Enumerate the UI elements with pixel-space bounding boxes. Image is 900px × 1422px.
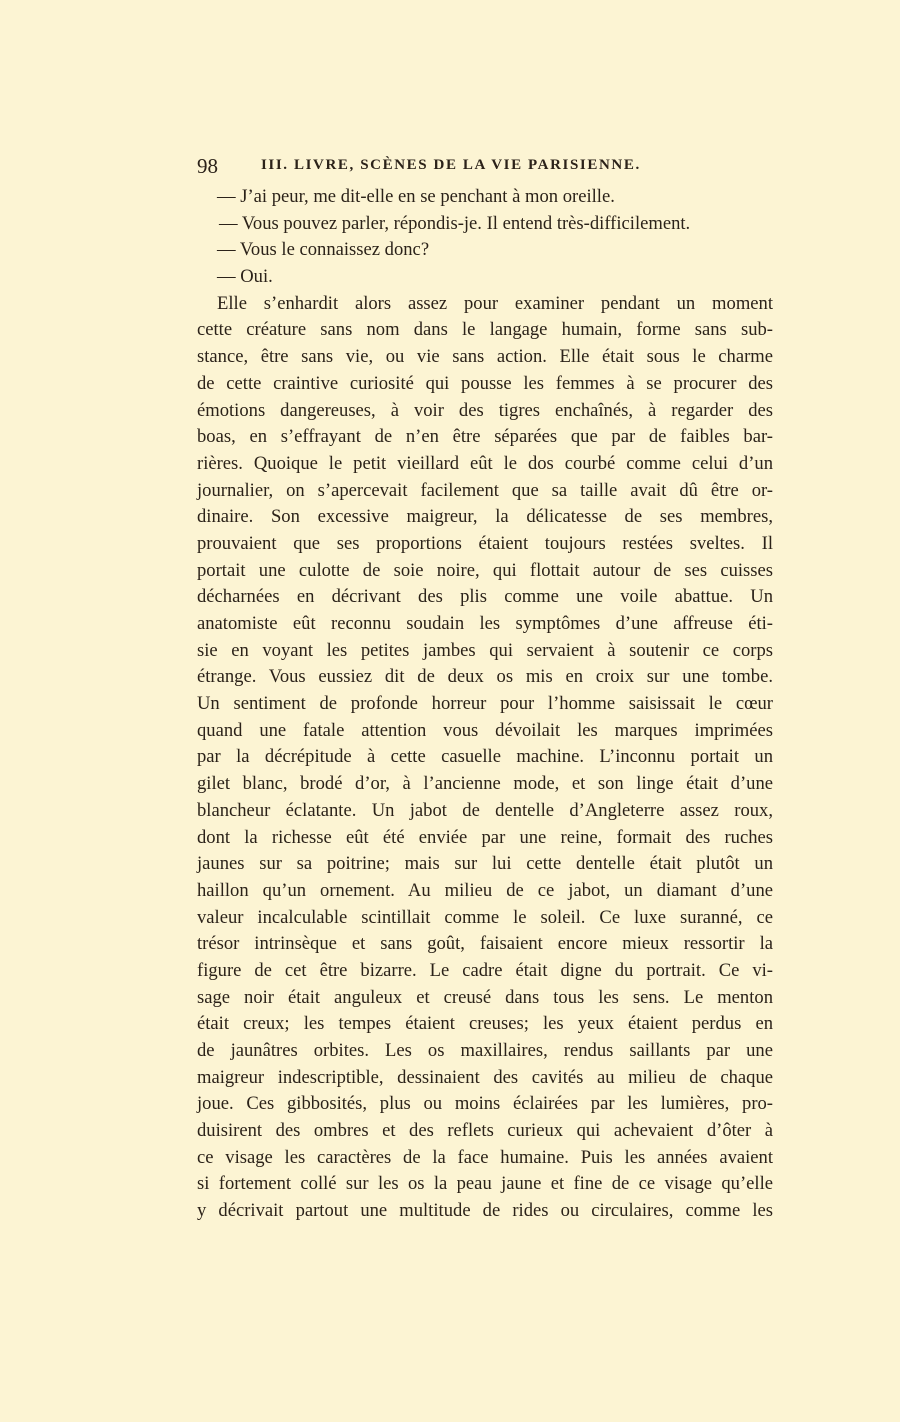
text-line: rières. Quoique le petit vieillard eût le dos courbé comme celui d’un: [197, 452, 773, 474]
text-line: joue. Ces gibbosités, plus ou moins éclairées par les lumières, pro-: [197, 1093, 773, 1115]
page-number: 98: [197, 154, 218, 178]
text-line: journalier, on s’apercevait facilement que sa taille avait dû être or-: [197, 479, 773, 501]
text-line: de jaunâtres orbites. Les os maxillaires, rendus saillants par une: [197, 1040, 773, 1061]
text-line: émotions dangereuses, à voir des tigres enchaînés, à regarder des: [197, 399, 773, 421]
text-line: quand une fatale attention vous dévoilait les marques imprimées: [197, 719, 773, 741]
text-line: Un sentiment de profonde horreur pour l’homme saisissait le cœur: [197, 693, 773, 715]
text-line: anatomiste eût reconnu soudain les symptômes d’une affreuse éti-: [197, 613, 773, 634]
text-line: jaunes sur sa poitrine; mais sur lui cette dentelle était plutôt un: [197, 853, 773, 875]
text-line: Elle s’enhardit alors assez pour examiner pendant un moment: [217, 292, 773, 314]
text-line: trésor intrinsèque et sans goût, faisaient encore mieux ressortir la: [197, 933, 773, 955]
text-line: si fortement collé sur les os la peau jaune et fine de ce visage qu’elle: [197, 1173, 773, 1195]
text-line: figure de cet être bizarre. Le cadre était digne du portrait. Ce vi-: [197, 959, 773, 981]
text-line: par la décrépitude à cette casuelle machine. L’inconnu portait un: [197, 746, 773, 768]
text-line: boas, en s’effrayant de n’en être séparées que par de faibles bar-: [197, 426, 773, 448]
text-line: maigreur indescriptible, dessinaient des cavités au milieu de chaque: [197, 1066, 773, 1088]
text-line: blancheur éclatante. Un jabot de dentelle d’Angleterre assez roux,: [197, 799, 773, 821]
text-line: y décrivait partout une multitude de rides ou circulaires, comme les: [197, 1200, 773, 1222]
running-title: III. LIVRE, SCÈNES DE LA VIE PARISIENNE.: [261, 157, 641, 173]
text-line: dont la richesse eût été enviée par une reine, formait des ruches: [197, 826, 773, 848]
dialogue-line: — Vous le connaissez donc?: [217, 239, 430, 261]
text-line: sage noir était anguleux et creusé dans tous les sens. Le menton: [197, 986, 773, 1008]
text-line: cette créature sans nom dans le langage humain, forme sans sub-: [197, 319, 773, 341]
text-line: sie en voyant les petites jambes qui servaient à soutenir ce corps: [197, 639, 773, 661]
text-line: duisirent des ombres et des reflets curieux qui achevaient d’ôter à: [197, 1120, 773, 1142]
text-line: était creux; les tempes étaient creuses; les yeux étaient perdus en: [197, 1013, 773, 1035]
text-line: ce visage les caractères de la face humaine. Puis les années avaient: [197, 1146, 773, 1168]
text-line: décharnées en décrivant des plis comme une voile abattue. Un: [197, 586, 773, 608]
text-line: portait une culotte de soie noire, qui flottait autour de ses cuisses: [197, 559, 773, 581]
body-text: [197, 184, 773, 1225]
text-line: de cette craintive curiosité qui pousse les femmes à se procurer des: [197, 372, 773, 394]
page-header: [197, 154, 777, 182]
text-line: prouvaient que ses proportions étaient toujours restées sveltes. Il: [197, 532, 773, 554]
text-line: gilet blanc, brodé d’or, à l’ancienne mode, et son linge était d’une: [197, 773, 773, 795]
text-line: dinaire. Son excessive maigreur, la délicatesse de ses membres,: [197, 506, 773, 528]
paragraph: [197, 291, 773, 1225]
text-line: valeur incalculable scintillait comme le soleil. Ce luxe suranné, ce: [197, 906, 773, 928]
text-line: haillon qu’un ornement. Au milieu de ce jabot, un diamant d’une: [197, 879, 773, 901]
text-line: stance, être sans vie, ou vie sans action. Elle était sous le charme: [197, 346, 773, 368]
dialogue-line: — Oui.: [217, 266, 273, 288]
dialogue-line: — Vous pouvez parler, répondis-je. Il entend très-difficilement.: [219, 212, 691, 234]
text-line: étrange. Vous eussiez dit de deux os mis en croix sur une tombe.: [197, 666, 773, 688]
dialogue-line: — J’ai peur, me dit-elle en se penchant à mon oreille.: [217, 186, 615, 207]
